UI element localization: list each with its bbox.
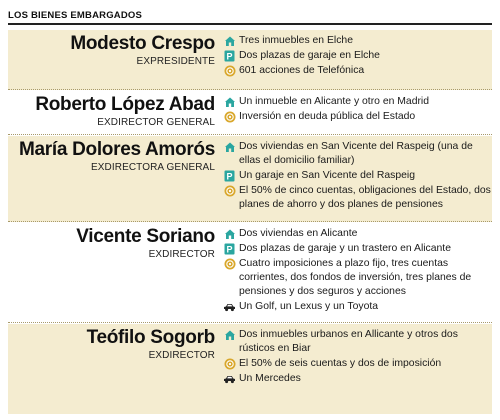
asset-text: Inversión en deuda pública del Estado — [239, 111, 416, 122]
asset-item — [223, 34, 492, 48]
person-identity — [8, 324, 223, 414]
house-icon — [223, 140, 236, 153]
coin-icon — [223, 110, 236, 123]
person-identity — [8, 223, 223, 322]
person-role: EXDIRECTOR — [148, 249, 215, 260]
section-title: LOS BIENES EMBARGADOS — [8, 10, 143, 21]
svg-text:P: P — [226, 244, 233, 255]
coin-icon — [223, 184, 236, 197]
coin-icon — [223, 257, 236, 270]
person-row-soriano — [8, 223, 492, 323]
person-name: Roberto López Abad — [35, 94, 215, 115]
asset-text: Dos plazas de garaje y un trastero en Alicante — [239, 243, 451, 254]
house-icon — [223, 95, 236, 108]
asset-item — [223, 49, 492, 63]
person-identity — [8, 30, 223, 89]
person-role: EXDIRECTORA GENERAL — [91, 162, 215, 173]
asset-text: 601 acciones de Telefónica — [239, 65, 365, 76]
asset-text: Un inmueble en Alicante y otro en Madrid — [239, 96, 430, 107]
asset-item — [223, 372, 492, 386]
asset-item — [223, 227, 492, 241]
asset-item — [223, 110, 492, 124]
house-icon — [223, 328, 236, 341]
asset-text: Un Mercedes — [239, 373, 301, 384]
asset-text: Dos viviendas en San Vicente del Raspeig (una de ellas el domicilio familiar) — [239, 141, 473, 166]
asset-text: Un garaje en San Vicente del Raspeig — [239, 170, 415, 181]
person-name: Vicente Soriano — [76, 226, 215, 247]
asset-list — [223, 30, 492, 89]
car-icon — [223, 300, 236, 313]
asset-item — [223, 169, 492, 183]
asset-text: El 50% de cinco cuentas, obligaciones del Estado, dos planes de ahorro y dos planes de pensiones — [239, 185, 491, 210]
car-icon — [223, 372, 236, 385]
asset-text: Tres inmuebles en Elche — [239, 35, 353, 46]
coin-icon — [223, 357, 236, 370]
person-identity — [8, 136, 223, 221]
person-name: Teófilo Sogorb — [86, 327, 215, 348]
asset-list — [223, 136, 492, 221]
asset-item — [223, 300, 492, 314]
asset-item — [223, 64, 492, 78]
section-header — [8, 5, 492, 25]
asset-item — [223, 95, 492, 109]
asset-text: Dos viviendas en Alicante — [239, 228, 358, 239]
asset-item — [223, 328, 492, 356]
person-row-crespo — [8, 30, 492, 90]
asset-item — [223, 357, 492, 371]
person-role: EXDIRECTOR — [148, 350, 215, 361]
person-row-sogorb — [8, 324, 492, 414]
person-identity — [8, 91, 223, 134]
person-role: EXDIRECTOR GENERAL — [97, 117, 215, 128]
asset-list — [223, 91, 492, 134]
asset-text: Dos plazas de garaje en Elche — [239, 50, 380, 61]
parking-icon — [223, 242, 236, 255]
asset-list — [223, 223, 492, 322]
asset-text: El 50% de seis cuentas y dos de imposición — [239, 358, 442, 369]
asset-text: Un Golf, un Lexus y un Toyota — [239, 301, 379, 312]
asset-list — [223, 324, 492, 414]
parking-icon — [223, 49, 236, 62]
person-name: María Dolores Amorós — [18, 139, 215, 160]
parking-icon — [223, 169, 236, 182]
asset-item — [223, 140, 492, 168]
coin-icon — [223, 64, 236, 77]
asset-text: Cuatro imposiciones a plazo fijo, tres cuentas corrientes, dos fondos de inversión, tres planes de pensiones y dos seguros y acciones — [239, 258, 472, 297]
asset-item — [223, 257, 492, 299]
house-icon — [223, 227, 236, 240]
person-role: EXPRESIDENTE — [136, 56, 215, 67]
asset-item — [223, 184, 492, 212]
house-icon — [223, 34, 236, 47]
asset-item — [223, 242, 492, 256]
person-row-amoros — [8, 136, 492, 222]
svg-text:P: P — [226, 171, 233, 182]
person-name: Modesto Crespo — [70, 33, 215, 54]
svg-text:P: P — [226, 51, 233, 62]
person-row-lopez — [8, 91, 492, 135]
asset-text: Dos inmuebles urbanos en Allicante y otros dos rústicos en Biar — [239, 329, 458, 354]
